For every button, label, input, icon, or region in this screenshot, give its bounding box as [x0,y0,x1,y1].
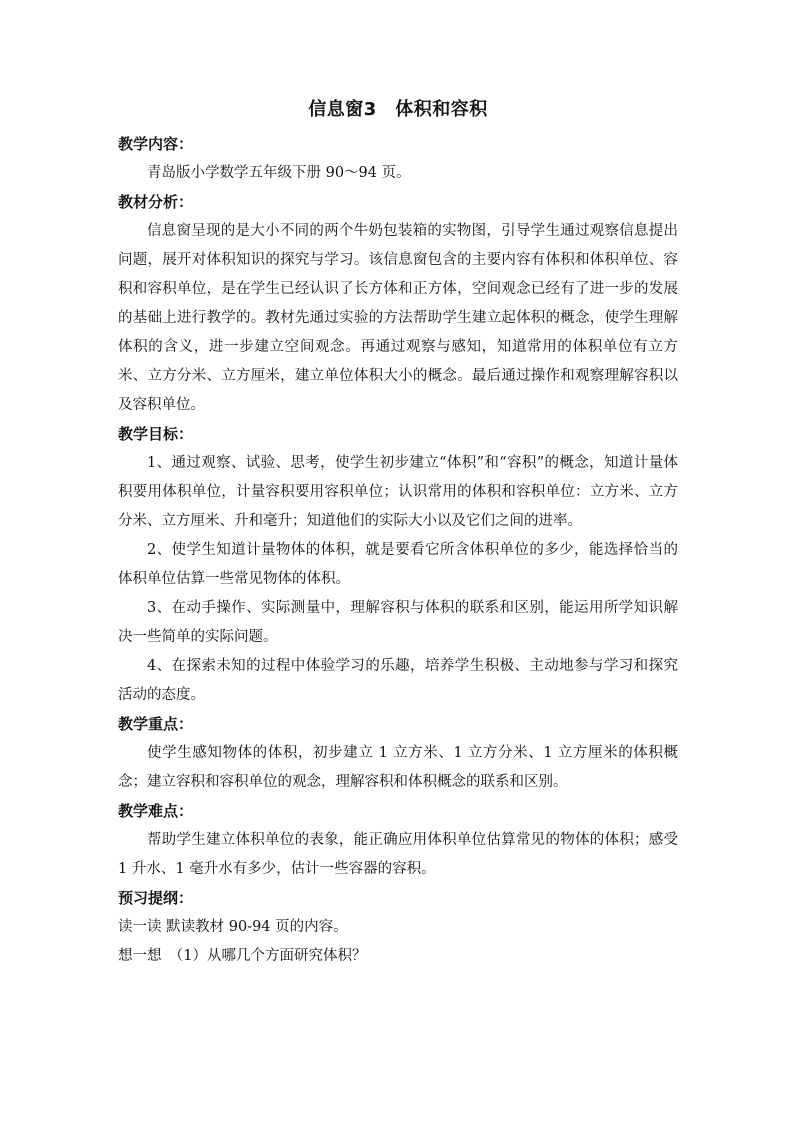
heading-material-analysis: 教材分析： [118,193,194,211]
heading-preview-outline: 预习提纲： [118,889,194,907]
heading-teaching-content: 教学内容： [118,135,194,153]
material-analysis-text: 信息窗呈现的是大小不同的两个牛奶包装箱的实物图，引导学生通过观察信息提出问题，展开对体积知识的探究与学习。该信息窗包含的主要内容有体积和体积单位、容积和容积单位，是在学生已经认识了长方体和正方体，空间观念已经有了进一步的发展的基础上进行教学的。教材先通过实验的方法帮助学生建立起体积的概念，使学生理解体积的含义，进一步建立空间观念。再通过观察与感知，知道常用的体积单位有立方米、立方分米、立方厘米，建立单位体积大小的概念。最后通过操作和观察理解容积以及容积单位。 [118,223,678,413]
heading-difficulties: 教学难点： [118,802,194,820]
document-title: 信息窗3 体积和容积 [308,99,488,120]
teaching-goal-item-1: 1、通过观察、试验、思考，使学生初步建立“体积”和“容积”的概念，知道计量体积要用体积单位，计量容积要用容积单位；认识常用的体积和容积单位：立方米、立方分米、立方厘米、升和毫升；知道他们的实际大小以及它们之间的进率。 [118,455,678,529]
heading-key-points: 教学重点： [118,715,194,733]
heading-teaching-goals: 教学目标： [118,425,194,443]
preview-line-read: 读一读 默读教材 90-94 页的内容。 [118,919,348,935]
difficulties-text: 帮助学生建立体积单位的表象，能正确应用体积单位估算常见的物体的体积；感受 1 升水、1 毫升水有多少，估计一些容器的容积。 [118,832,678,877]
teaching-goal-item-4: 4、在探索未知的过程中体验学习的乐趣，培养学生积极、主动地参与学习和探究活动的态度。 [118,658,678,703]
teaching-goal-item-2: 2、使学生知道计量物体的体积，就是要看它所含体积单位的多少，能选择恰当的体积单位估算一些常见物体的体积。 [118,542,678,587]
document-page [118,96,678,971]
key-points-text: 使学生感知物体的体积，初步建立 1 立方米、1 立方分米、1 立方厘米的体积概念；建立容积和容积单位的观念，理解容积和体积概念的联系和区别。 [118,745,678,790]
preview-line-think: 想一想 （1）从哪几个方面研究体积？ [118,948,367,964]
teaching-goal-item-3: 3、在动手操作、实际测量中，理解容积与体积的联系和区别，能运用所学知识解决一些简单的实际问题。 [118,600,678,645]
teaching-content-text: 青岛版小学数学五年级下册 90～94 页。 [147,165,411,181]
